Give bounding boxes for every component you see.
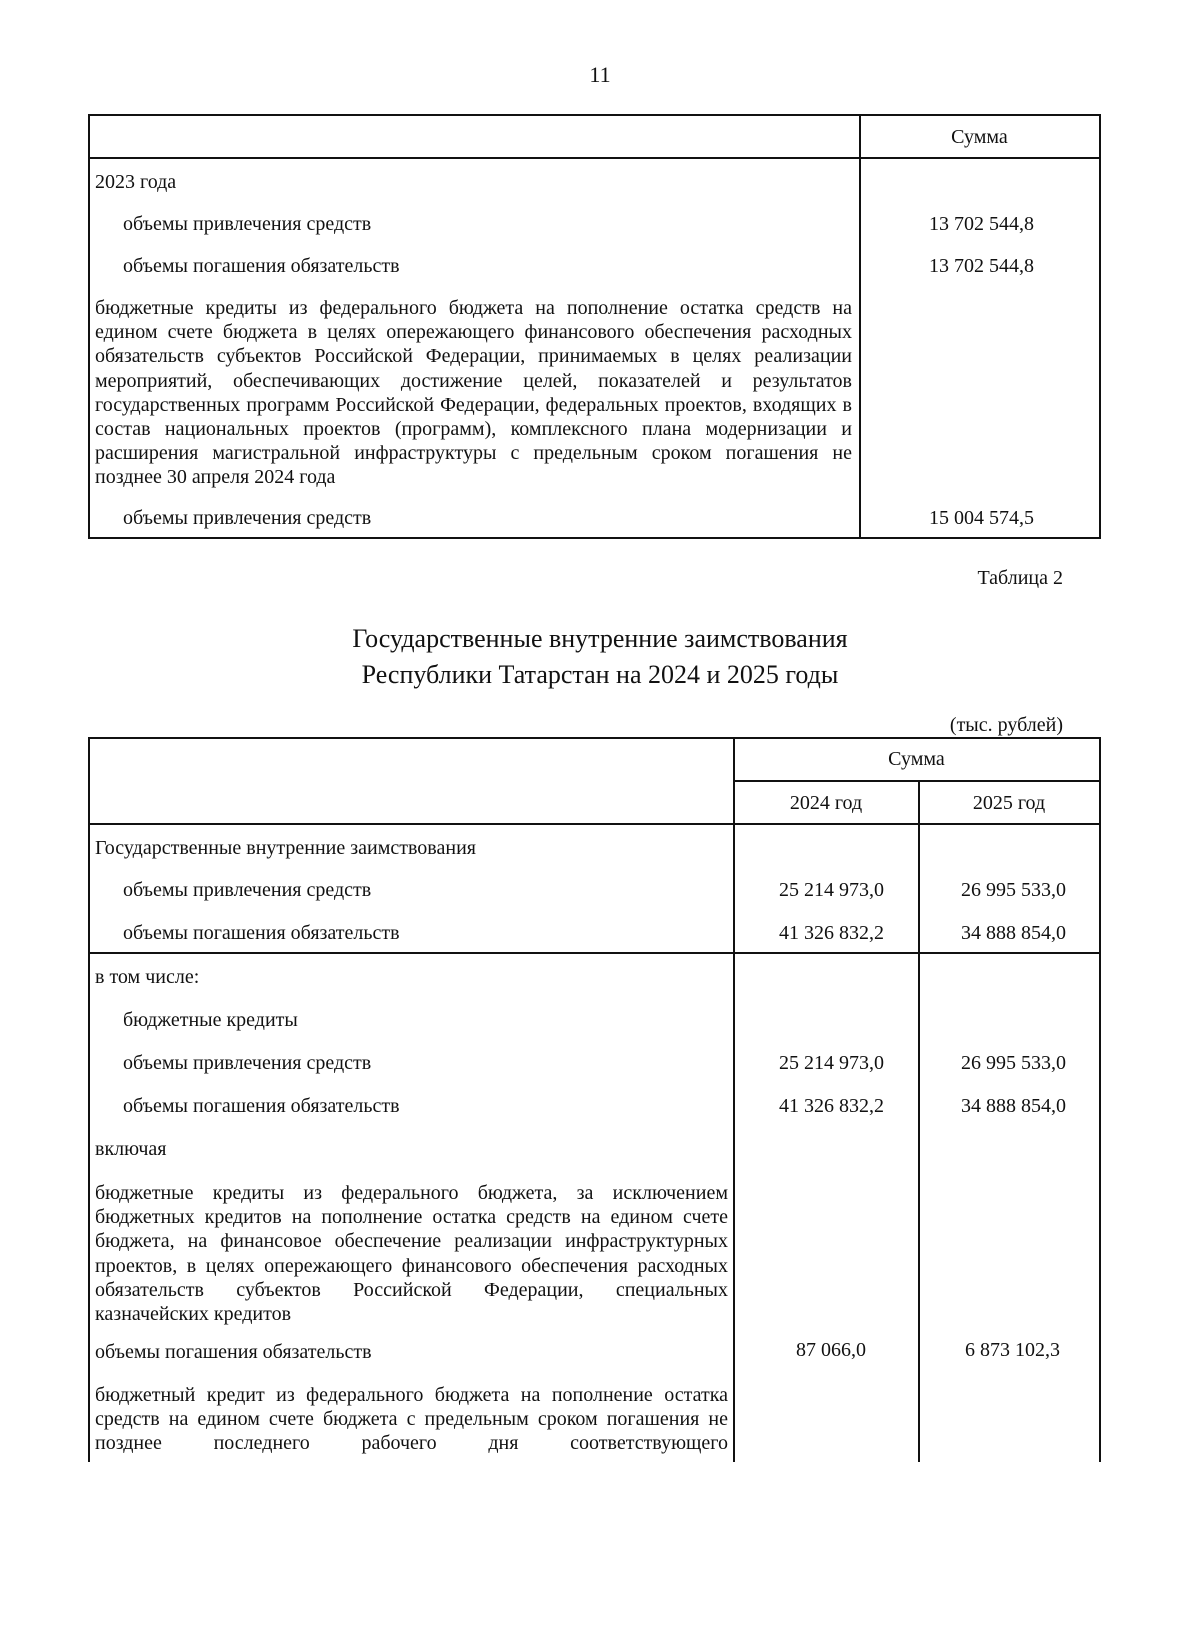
row-value: 15 004 574,5 [929, 507, 1034, 529]
including-label: включая [95, 1138, 167, 1160]
table-2-top-border [88, 737, 1101, 739]
table-1-year-label: 2023 года [95, 171, 177, 193]
page-number: 11 [589, 62, 611, 87]
row-value-2024: 87 066,0 [796, 1339, 866, 1361]
row-value-2024: 41 326 832,2 [779, 922, 884, 944]
table-1-bottom-border [88, 537, 1101, 539]
table-2-left-border [88, 737, 90, 1462]
row-value: 13 702 544,8 [929, 255, 1034, 277]
row-value-2024: 25 214 973,0 [779, 1052, 884, 1074]
table-1-right-border [1099, 114, 1101, 538]
table-1-column-divider [859, 114, 861, 538]
row-value-2024: 25 214 973,0 [779, 879, 884, 901]
table-2-sum-divider [733, 780, 1101, 782]
row-label: объемы погашения обязательств [123, 922, 400, 944]
row-value-2025: 26 995 533,0 [961, 1052, 1066, 1074]
table-2-header-2024: 2024 год [789, 792, 863, 814]
row-label: объемы погашения обязательств [123, 1095, 400, 1117]
table-2-section-border [88, 952, 1101, 954]
row-value-2024: 41 326 832,2 [779, 1095, 884, 1117]
table-2-header-border [88, 823, 1101, 825]
table-2-right-border [1099, 737, 1101, 1462]
page-title-line-1: Государственные внутренние заимствования [352, 624, 848, 653]
budget-credits-label: бюджетные кредиты [123, 1009, 298, 1031]
page-title-line-2: Республики Татарстан на 2024 и 2025 годы [361, 660, 839, 689]
row-label: объемы погашения обязательств [95, 1341, 372, 1363]
table-1-left-border [88, 114, 90, 538]
section-1-title: Государственные внутренние заимствования [95, 837, 476, 859]
table-1-header-border [88, 157, 1101, 159]
row-label: объемы привлечения средств [123, 1052, 372, 1074]
row-value-2025: 34 888 854,0 [961, 1095, 1066, 1117]
in-that-number-label: в том числе: [95, 966, 200, 988]
row-label: объемы привлечения средств [123, 213, 372, 235]
table-2-header-2025: 2025 год [972, 792, 1046, 814]
row-value: 13 702 544,8 [929, 213, 1034, 235]
row-label: объемы привлечения средств [123, 879, 372, 901]
table-2-paragraph-1: бюджетные кредиты из федерального бюджета, за исключением бюджетных кредитов на пополнение остатка средств на едином счете бюджета, на финансовое обеспечение реализации инфраструктурных проектов, в целях опережающего финансового обеспечения расходных обязательств субъектов Российской Федерации, специальных казначейских кредитов [95, 1182, 728, 1326]
table-2-header-sum: Сумма [888, 748, 945, 770]
row-value-2025: 26 995 533,0 [961, 879, 1066, 901]
table-1-top-border [88, 114, 1101, 116]
table-2-caption: Таблица 2 [977, 567, 1063, 589]
row-label: объемы привлечения средств [123, 507, 372, 529]
row-value-2025: 6 873 102,3 [965, 1339, 1060, 1361]
table-1-header-sum: Сумма [951, 126, 1008, 148]
table-1-paragraph: бюджетные кредиты из федерального бюджета на пополнение остатка средств на едином счете бюджета в целях опережающего финансового обеспечения расходных обязательств субъектов Российской Федерации, принимаемых в целях реализации мероприятий, обеспечивающих достижение целей, показателей и результатов государственных программ Российской Федерации, федеральных проектов, входящих в состав национальных проектов (программ), комплексного плана модернизации и расширения магистральной инфраструктуры с предельным сроком погашения не позднее 30 апреля 2024 года [95, 297, 852, 489]
row-value-2025: 34 888 854,0 [961, 922, 1066, 944]
table-2-paragraph-2: бюджетный кредит из федерального бюджета на пополнение остатка средств на едином счете бюджета с предельным сроком погашения не позднее последнего рабочего дня соответствующего [95, 1384, 728, 1455]
row-label: объемы погашения обязательств [123, 255, 400, 277]
units-label: (тыс. рублей) [949, 714, 1063, 736]
